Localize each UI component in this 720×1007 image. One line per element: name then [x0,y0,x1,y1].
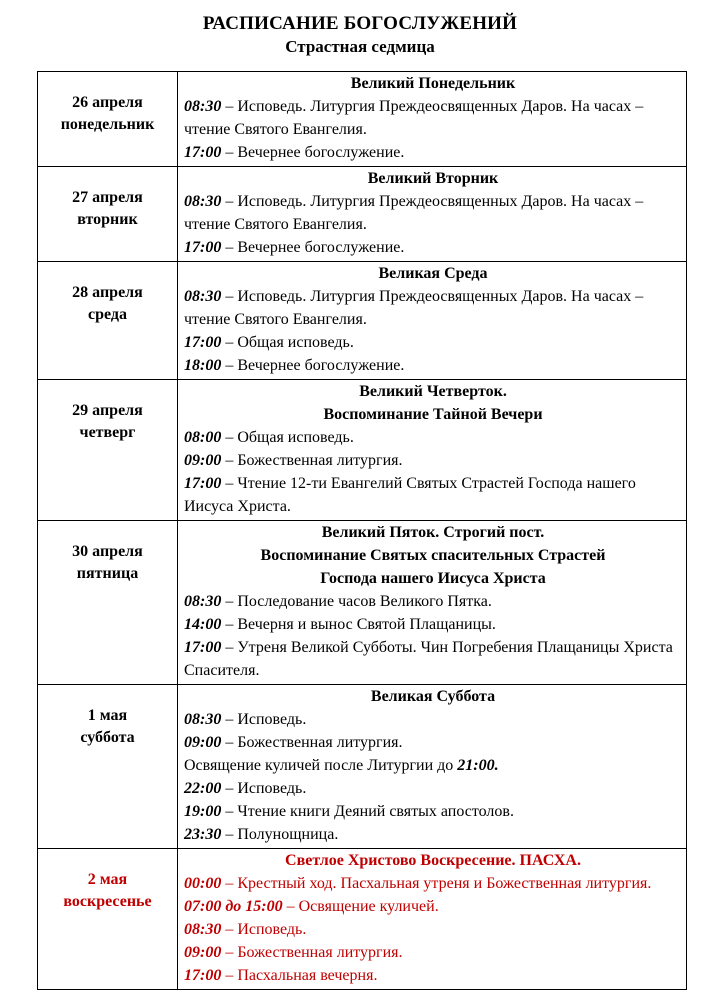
service-text: – Божественная литургия. [221,944,403,961]
service-time: 17:00 [184,144,222,161]
weekday-label: вторник [77,211,138,228]
service-line [184,426,682,449]
service-line [184,872,682,895]
schedule-row [38,72,687,167]
service-line [184,331,682,354]
services-cell [178,167,687,262]
date-cell [38,849,178,990]
page-title: РАСПИСАНИЕ БОГОСЛУЖЕНИЙ [202,13,518,34]
service-time: 08:30 [184,193,222,210]
service-line [184,918,682,941]
service-text: – Божественная литургия. [221,452,403,469]
service-line [184,236,682,259]
date-cell [38,521,178,685]
schedule-row [38,685,687,849]
service-line [184,777,682,800]
service-time: 17:00 [184,967,222,984]
service-time: 14:00 [184,616,222,633]
service-time: 23:30 [184,826,222,843]
service-text: – Вечернее богослужение. [221,357,405,374]
service-text: – Вечернее богослужение. [221,239,405,256]
service-line [184,708,682,731]
service-time: 19:00 [184,803,222,820]
weekday-label: суббота [80,729,135,746]
service-text: – Крестный ход. Пасхальная утреня и Божественная литургия. [221,875,652,892]
schedule-row [38,849,687,990]
service-time: 09:00 [184,734,222,751]
page-subtitle: Страстная седмица [285,37,435,56]
day-title: Великая Суббота [370,688,496,705]
service-time: 17:00 [184,334,222,351]
service-line [184,800,682,823]
services-cell [178,521,687,685]
date-cell [38,167,178,262]
date-label: 26 апреля [72,94,143,111]
date-label: 29 апреля [72,402,143,419]
service-line [184,636,682,682]
schedule-row [38,262,687,380]
schedule-row [38,521,687,685]
service-text: – Полунощница. [221,826,339,843]
day-title: Великий Четверток. Воспоминание Тайной Вечери [323,383,543,423]
service-line [184,731,682,754]
schedule-row [38,380,687,521]
day-title: Светлое Христово Воскресение. ПАСХА. [285,852,581,869]
service-text: – Последование часов Великого Пятка. [221,593,492,610]
service-text: – Общая исповедь. [221,429,354,446]
day-title: Великий Понедельник [350,75,516,92]
weekday-label: среда [88,306,127,323]
service-line [184,354,682,377]
date-cell [38,262,178,380]
service-line [184,823,682,846]
service-line [184,941,682,964]
date-label: 2 мая [87,871,128,888]
service-text: – Исповедь. Литургия Преждеосвященных Даров. На часах – чтение Святого Евангелия. [184,98,644,138]
date-label: 27 апреля [72,189,143,206]
service-text: – Исповедь. [221,921,307,938]
weekday-label: воскресенье [63,893,152,910]
service-text: – Исповедь. Литургия Преждеосвященных Даров. На часах – чтение Святого Евангелия. [184,193,644,233]
services-cell [178,72,687,167]
service-line [184,141,682,164]
schedule-row [38,167,687,262]
service-text: – Пасхальная вечерня. [221,967,378,984]
service-text: Освящение куличей после Литургии до [184,757,458,774]
service-deadline-time: 21:00. [457,757,499,774]
service-time: 17:00 [184,239,222,256]
services-cell [178,685,687,849]
service-line [184,613,682,636]
date-label: 28 апреля [72,284,143,301]
schedule-table [37,71,687,990]
schedule-body [38,72,687,990]
services-cell [178,380,687,521]
date-cell [38,685,178,849]
service-line [184,285,682,331]
service-line [184,190,682,236]
weekday-label: понедельник [60,116,155,133]
service-time: 08:30 [184,98,222,115]
service-time: 17:00 [184,475,222,492]
service-text: – Чтение книги Деяний святых апостолов. [221,803,514,820]
service-line [184,895,682,918]
service-time: 08:30 [184,288,222,305]
service-time: 17:00 [184,639,222,656]
date-label: 30 апреля [72,543,143,560]
weekday-label: пятница [76,565,139,582]
service-line [184,590,682,613]
service-text: – Вечерня и вынос Святой Плащаницы. [221,616,496,633]
date-cell [38,380,178,521]
service-time: 09:00 [184,944,222,961]
day-title: Великий Пяток. Строгий пост. Воспоминание Святых спасительных Страстей Господа нашего Иисуса Христа [260,524,606,587]
service-text: – Божественная литургия. [221,734,403,751]
date-label: 1 мая [87,707,128,724]
service-time: 22:00 [184,780,222,797]
service-text: – Вечернее богослужение. [221,144,405,161]
service-line [184,472,682,518]
service-time: 09:00 [184,452,222,469]
service-time: 18:00 [184,357,222,374]
service-time: 08:30 [184,593,222,610]
service-text: – Исповедь. [221,711,307,728]
services-cell [178,262,687,380]
service-line [184,964,682,987]
day-title: Великая Среда [378,265,488,282]
service-time: 08:30 [184,711,222,728]
services-cell [178,849,687,990]
service-line [184,449,682,472]
service-text: – Утреня Великой Субботы. Чин Погребения Плащаницы Христа Спасителя. [184,639,673,679]
service-time: 08:30 [184,921,222,938]
service-time: 00:00 [184,875,222,892]
service-line [184,95,682,141]
service-line [184,754,682,777]
weekday-label: четверг [79,424,136,441]
date-cell [38,72,178,167]
service-time: 08:00 [184,429,222,446]
service-text: – Чтение 12-ти Евангелий Святых Страстей Господа нашего Иисуса Христа. [184,475,636,515]
service-time: 07:00 до 15:00 [184,898,283,915]
service-text: – Исповедь. Литургия Преждеосвященных Даров. На часах – чтение Святого Евангелия. [184,288,644,328]
service-text: – Освящение куличей. [282,898,439,915]
service-text: – Исповедь. [221,780,307,797]
day-title: Великий Вторник [367,170,499,187]
service-text: – Общая исповедь. [221,334,354,351]
